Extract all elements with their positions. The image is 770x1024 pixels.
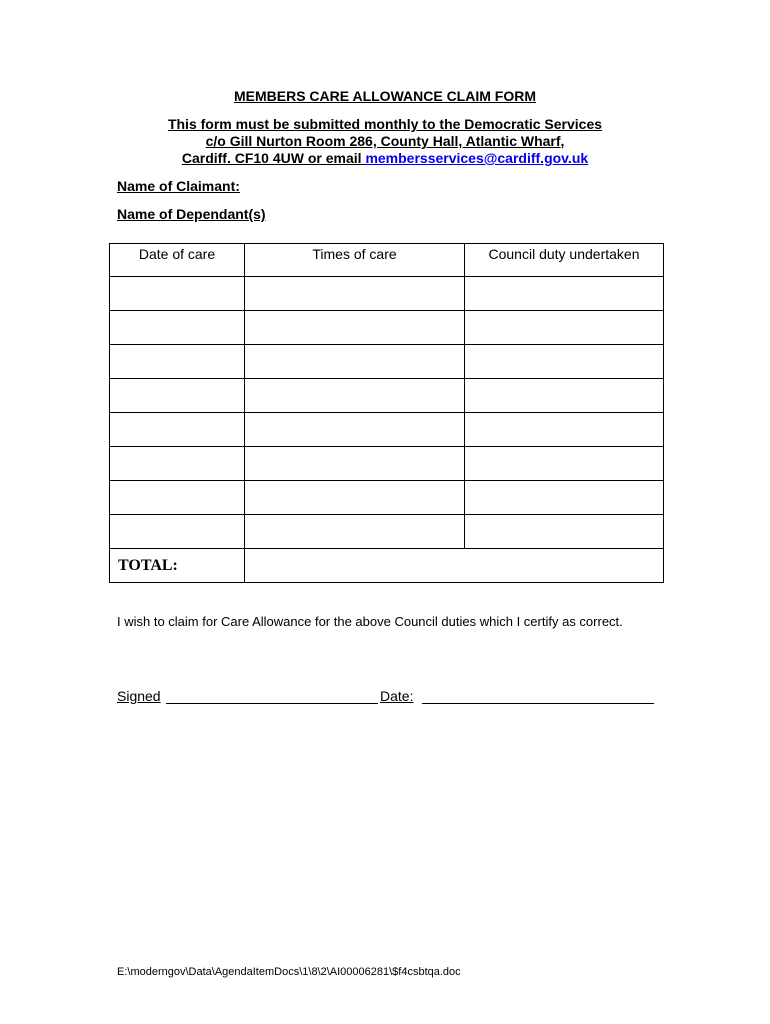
form-title: MEMBERS CARE ALLOWANCE CLAIM FORM — [233, 88, 537, 104]
times-of-care-cell[interactable] — [245, 515, 465, 549]
date-of-care-cell[interactable] — [110, 515, 245, 549]
date-of-care-cell[interactable] — [110, 345, 245, 379]
email-link[interactable]: membersservices@cardiff.gov.uk — [365, 150, 589, 166]
council-duty-cell[interactable] — [465, 481, 664, 515]
date-of-care-cell[interactable] — [110, 481, 245, 515]
header-times-of-care: Times of care — [245, 244, 465, 277]
council-duty-cell[interactable] — [465, 447, 664, 481]
instructions-address-text: Cardiff. CF10 4UW or email — [181, 150, 366, 166]
submission-instructions — [0, 116, 770, 167]
table-row — [110, 345, 664, 379]
date-of-care-cell[interactable] — [110, 413, 245, 447]
date-of-care-cell[interactable] — [110, 311, 245, 345]
header-council-duty: Council duty undertaken — [465, 244, 664, 277]
date-of-care-cell[interactable] — [110, 379, 245, 413]
table-row — [110, 447, 664, 481]
care-claim-table — [109, 243, 664, 583]
total-label: TOTAL: — [110, 549, 245, 583]
times-of-care-cell[interactable] — [245, 311, 465, 345]
times-of-care-cell[interactable] — [245, 277, 465, 311]
footer-file-path: E:\moderngov\Data\AgendaItemDocs\1\8\2\AI00006281\$f4csbtqa.doc — [117, 966, 461, 978]
declaration-text: I wish to claim for Care Allowance for the above Council duties which I certify as correct. — [117, 614, 623, 629]
total-row — [110, 549, 664, 583]
signature-line[interactable] — [166, 703, 378, 704]
header-date-of-care: Date of care — [110, 244, 245, 277]
table-row — [110, 277, 664, 311]
date-line[interactable] — [422, 703, 654, 704]
date-of-care-cell[interactable] — [110, 277, 245, 311]
table-row — [110, 311, 664, 345]
council-duty-cell[interactable] — [465, 277, 664, 311]
table-body — [110, 277, 664, 583]
table-row — [110, 481, 664, 515]
table-header-row — [110, 244, 664, 277]
table-row — [110, 379, 664, 413]
times-of-care-cell[interactable] — [245, 379, 465, 413]
table-row — [110, 515, 664, 549]
dependant-name-label: Name of Dependant(s) — [117, 206, 266, 222]
council-duty-cell[interactable] — [465, 379, 664, 413]
date-of-care-cell[interactable] — [110, 447, 245, 481]
instructions-line-2: c/o Gill Nurton Room 286, County Hall, Atlantic Wharf, — [205, 133, 565, 149]
signed-label: Signed — [117, 688, 161, 704]
council-duty-cell[interactable] — [465, 413, 664, 447]
council-duty-cell[interactable] — [465, 515, 664, 549]
council-duty-cell[interactable] — [465, 311, 664, 345]
times-of-care-cell[interactable] — [245, 413, 465, 447]
times-of-care-cell[interactable] — [245, 345, 465, 379]
table-row — [110, 413, 664, 447]
council-duty-cell[interactable] — [465, 345, 664, 379]
instructions-line-3 — [0, 150, 770, 167]
total-value-cell[interactable] — [245, 549, 664, 583]
times-of-care-cell[interactable] — [245, 481, 465, 515]
instructions-line-1: This form must be submitted monthly to the Democratic Services — [167, 116, 603, 132]
claimant-name-label: Name of Claimant: — [117, 178, 240, 194]
times-of-care-cell[interactable] — [245, 447, 465, 481]
date-label: Date: — [380, 688, 414, 704]
